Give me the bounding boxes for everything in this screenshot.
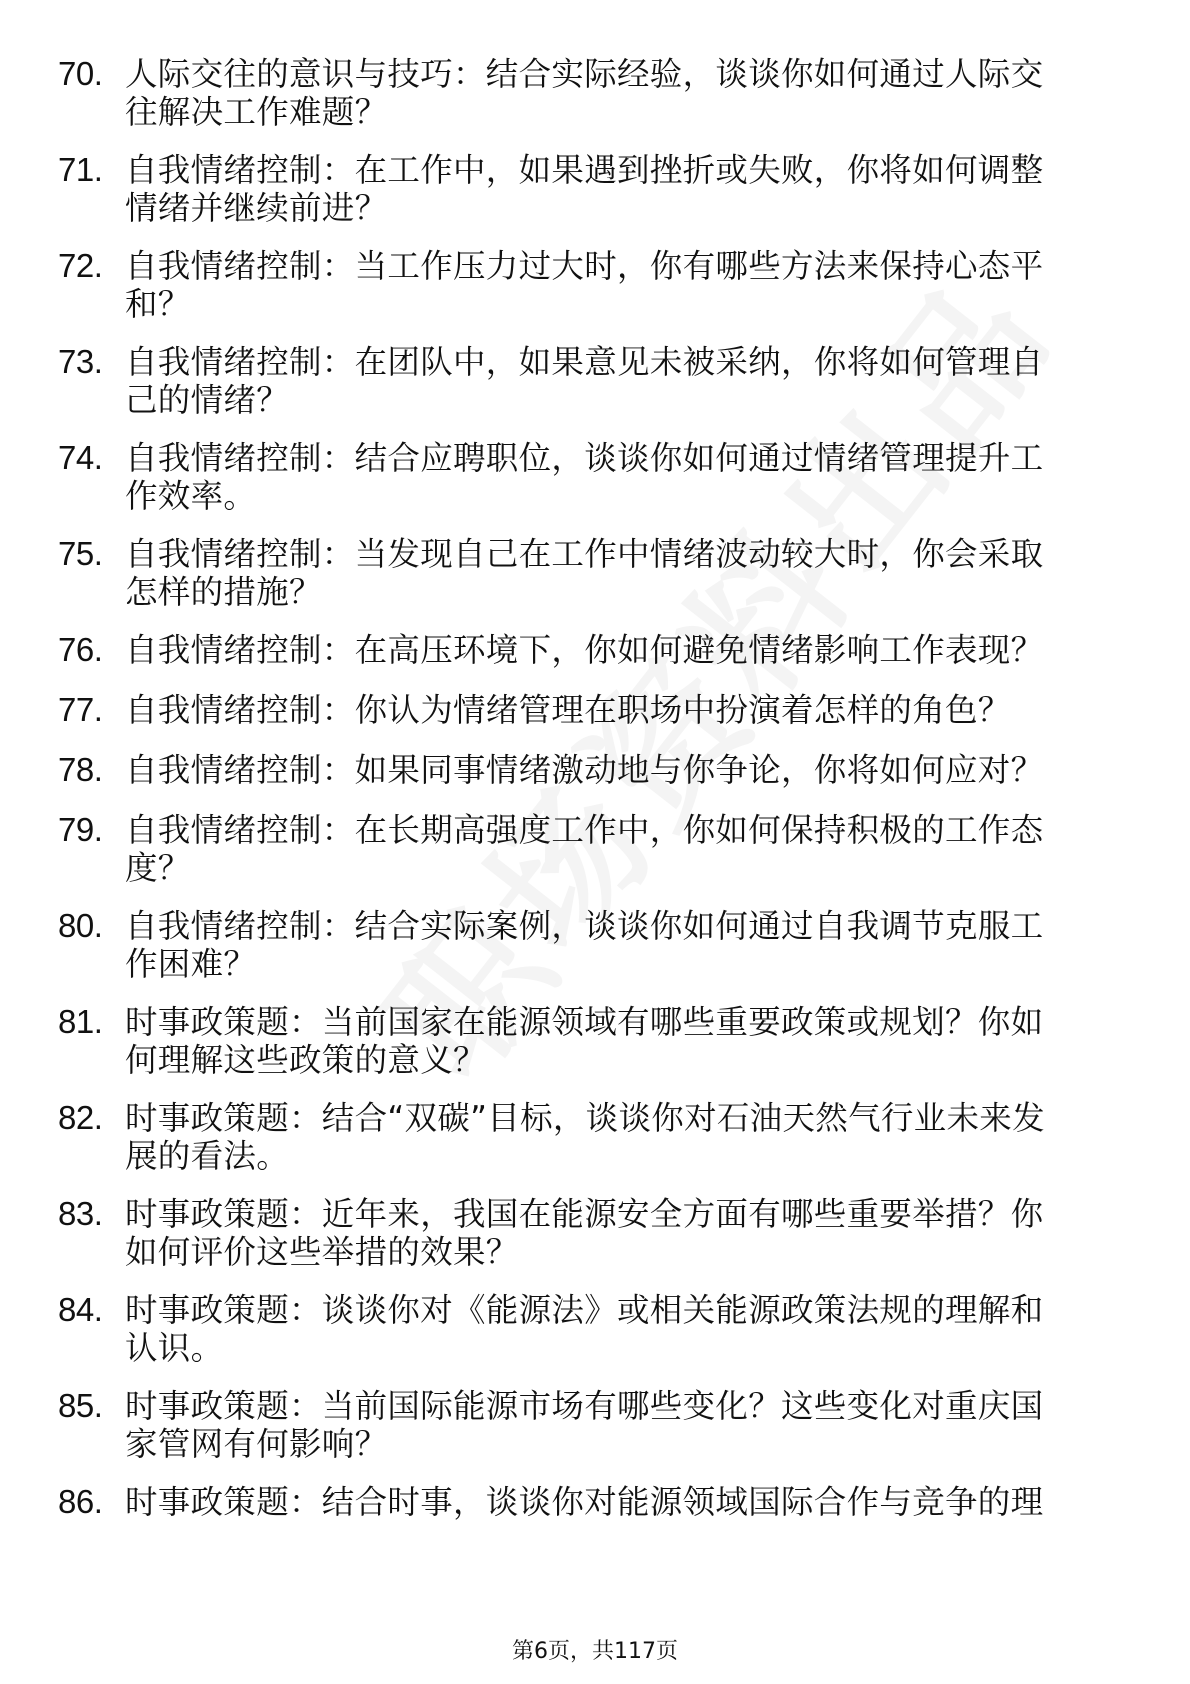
list-item xyxy=(0,1483,1190,1533)
item-text xyxy=(125,1387,1110,1463)
item-number: 81. xyxy=(58,1003,103,1040)
item-line: 自我情绪控制：当工作压力过大时，你有哪些方法来保持心态平 xyxy=(125,247,1044,285)
item-number: 78. xyxy=(58,751,103,788)
item-number: 83. xyxy=(58,1195,103,1232)
item-number: 86. xyxy=(58,1483,103,1520)
item-line: 人际交往的意识与技巧：结合实际经验，谈谈你如何通过人际交 xyxy=(125,55,1044,93)
list-item xyxy=(0,1099,1190,1195)
item-line: 时事政策题：当前国家在能源领域有哪些重要政策或规划？你如 xyxy=(125,1003,1044,1041)
item-text xyxy=(125,691,1110,729)
item-number: 72. xyxy=(58,247,103,284)
item-text xyxy=(125,1003,1110,1079)
item-text xyxy=(125,751,1110,789)
item-text xyxy=(125,1291,1110,1367)
item-line: 自我情绪控制：你认为情绪管理在职场中扮演着怎样的角色？ xyxy=(125,691,1011,729)
list-item xyxy=(0,247,1190,343)
item-line: 时事政策题：谈谈你对《能源法》或相关能源政策法规的理解和 xyxy=(125,1291,1044,1329)
question-list xyxy=(0,55,1190,1533)
item-number: 80. xyxy=(58,907,103,944)
item-line: 如何评价这些举措的效果？ xyxy=(125,1233,519,1271)
item-line: 自我情绪控制：结合应聘职位，谈谈你如何通过情绪管理提升工 xyxy=(125,439,1044,477)
item-text xyxy=(125,55,1110,131)
list-item xyxy=(0,535,1190,631)
item-line: 己的情绪？ xyxy=(125,381,290,419)
item-line: 时事政策题：近年来，我国在能源安全方面有哪些重要举措？你 xyxy=(125,1195,1044,1233)
item-text xyxy=(125,439,1110,515)
item-line: 和？ xyxy=(125,285,191,323)
item-text xyxy=(125,247,1110,323)
page-footer: 第6页，共117页 xyxy=(512,1639,678,1664)
item-text xyxy=(125,343,1110,419)
item-line: 情绪并继续前进？ xyxy=(125,189,388,227)
item-line: 何理解这些政策的意义？ xyxy=(125,1041,486,1079)
list-item xyxy=(0,751,1190,811)
item-number: 79. xyxy=(58,811,103,848)
list-item xyxy=(0,907,1190,1003)
item-line: 自我情绪控制：结合实际案例，谈谈你如何通过自我调节克服工 xyxy=(125,907,1044,945)
item-line: 怎样的措施？ xyxy=(125,573,322,611)
list-item xyxy=(0,439,1190,535)
item-line: 展的看法。 xyxy=(125,1137,290,1175)
item-number: 70. xyxy=(58,55,103,92)
item-line: 时事政策题：结合“双碳”目标，谈谈你对石油天然气行业未来发 xyxy=(125,1099,1045,1137)
list-item xyxy=(0,55,1190,151)
list-item xyxy=(0,691,1190,751)
item-text xyxy=(125,907,1110,983)
item-text xyxy=(125,151,1110,227)
item-number: 76. xyxy=(58,631,103,668)
item-line: 自我情绪控制：在工作中，如果遇到挫折或失败，你将如何调整 xyxy=(125,151,1044,189)
list-item xyxy=(0,1291,1190,1387)
list-item xyxy=(0,151,1190,247)
item-line: 自我情绪控制：在高压环境下，你如何避免情绪影响工作表现？ xyxy=(125,631,1044,669)
item-line: 时事政策题：当前国际能源市场有哪些变化？这些变化对重庆国 xyxy=(125,1387,1044,1425)
item-line: 认识。 xyxy=(125,1329,224,1367)
item-line: 作困难？ xyxy=(125,945,257,983)
item-line: 时事政策题：结合时事，谈谈你对能源领域国际合作与竞争的理 xyxy=(125,1483,1044,1521)
item-text xyxy=(125,535,1110,611)
item-text xyxy=(125,1483,1110,1521)
item-number: 77. xyxy=(58,691,103,728)
item-number: 75. xyxy=(58,535,103,572)
item-text xyxy=(125,631,1110,669)
item-number: 74. xyxy=(58,439,103,476)
item-line: 度？ xyxy=(125,849,191,887)
list-item xyxy=(0,343,1190,439)
item-line: 往解决工作难题？ xyxy=(125,93,388,131)
item-number: 71. xyxy=(58,151,103,188)
item-line: 自我情绪控制：在团队中，如果意见未被采纳，你将如何管理自 xyxy=(125,343,1044,381)
item-number: 73. xyxy=(58,343,103,380)
item-line: 自我情绪控制：当发现自己在工作中情绪波动较大时，你会采取 xyxy=(125,535,1044,573)
list-item xyxy=(0,1003,1190,1099)
list-item xyxy=(0,811,1190,907)
list-item xyxy=(0,1387,1190,1483)
item-number: 82. xyxy=(58,1099,103,1136)
item-number: 85. xyxy=(58,1387,103,1424)
item-line: 自我情绪控制：如果同事情绪激动地与你争论，你将如何应对？ xyxy=(125,751,1044,789)
item-line: 自我情绪控制：在长期高强度工作中，你如何保持积极的工作态 xyxy=(125,811,1044,849)
list-item xyxy=(0,1195,1190,1291)
item-line: 作效率。 xyxy=(125,477,257,515)
item-text xyxy=(125,1099,1110,1175)
list-item xyxy=(0,631,1190,691)
item-line: 家管网有何影响？ xyxy=(125,1425,388,1463)
item-number: 84. xyxy=(58,1291,103,1328)
item-text xyxy=(125,1195,1110,1271)
item-text xyxy=(125,811,1110,887)
